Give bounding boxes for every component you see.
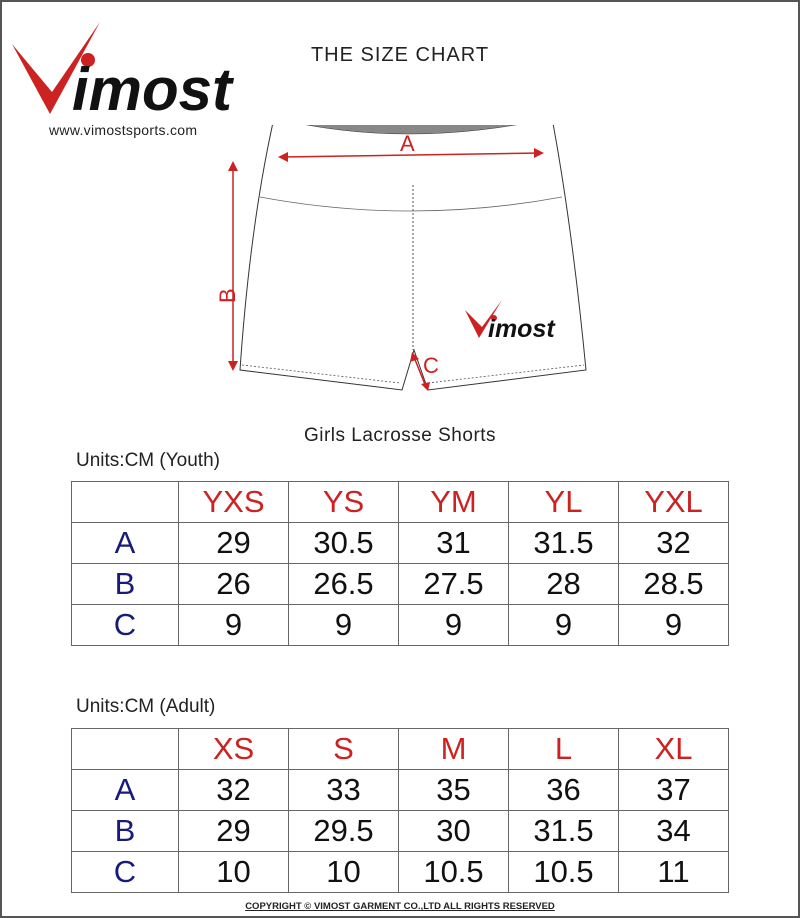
row-label: B <box>72 564 179 605</box>
copyright-notice: COPYRIGHT © VIMOST GARMENT CO.,LTD ALL RIGHTS RESERVED <box>245 901 555 912</box>
table-cell: 29 <box>179 523 289 564</box>
row-label: C <box>72 605 179 646</box>
table-cell: 32 <box>179 770 289 811</box>
table-header-row <box>72 482 729 523</box>
corner-cell <box>72 729 179 770</box>
table-cell: 9 <box>399 605 509 646</box>
shorts-diagram <box>200 125 600 400</box>
table-cell: 10 <box>179 852 289 893</box>
table-cell: 29 <box>179 811 289 852</box>
label-b: B <box>215 288 240 303</box>
row-label: A <box>72 770 179 811</box>
table-cell: 30 <box>399 811 509 852</box>
table-cell: 9 <box>179 605 289 646</box>
table-cell: 31.5 <box>509 811 619 852</box>
table-cell: 32 <box>619 523 729 564</box>
table-row <box>72 605 729 646</box>
table-cell: 36 <box>509 770 619 811</box>
table-cell: 27.5 <box>399 564 509 605</box>
size-header: S <box>289 729 399 770</box>
size-header: YXL <box>619 482 729 523</box>
size-header: YL <box>509 482 619 523</box>
table-cell: 28.5 <box>619 564 729 605</box>
table-cell: 9 <box>619 605 729 646</box>
page-title: THE SIZE CHART <box>310 44 490 66</box>
table-cell: 11 <box>619 852 729 893</box>
table-cell: 37 <box>619 770 729 811</box>
label-c: C <box>423 353 439 378</box>
adult-size-table <box>71 728 729 893</box>
table-cell: 26.5 <box>289 564 399 605</box>
corner-cell <box>72 482 179 523</box>
table-cell: 31.5 <box>509 523 619 564</box>
table-cell: 30.5 <box>289 523 399 564</box>
size-header: YS <box>289 482 399 523</box>
table-row <box>72 770 729 811</box>
row-label: C <box>72 852 179 893</box>
youth-units-label: Units:CM (Youth) <box>76 450 220 471</box>
table-cell: 9 <box>289 605 399 646</box>
vimost-logo <box>10 22 250 122</box>
table-row <box>72 811 729 852</box>
svg-text:imost: imost <box>488 315 555 343</box>
size-header: XL <box>619 729 729 770</box>
label-a: A <box>400 131 415 156</box>
size-header: M <box>399 729 509 770</box>
brand-url: www.vimostsports.com <box>49 122 198 138</box>
size-header: L <box>509 729 619 770</box>
table-cell: 34 <box>619 811 729 852</box>
table-cell: 35 <box>399 770 509 811</box>
size-header: XS <box>179 729 289 770</box>
youth-size-table <box>71 481 729 646</box>
adult-units-label: Units:CM (Adult) <box>76 696 216 717</box>
table-cell: 33 <box>289 770 399 811</box>
size-header: YXS <box>179 482 289 523</box>
table-row <box>72 564 729 605</box>
table-row <box>72 523 729 564</box>
table-cell: 31 <box>399 523 509 564</box>
table-cell: 10.5 <box>509 852 619 893</box>
table-row <box>72 852 729 893</box>
size-header: YM <box>399 482 509 523</box>
row-label: B <box>72 811 179 852</box>
table-header-row <box>72 729 729 770</box>
table-cell: 9 <box>509 605 619 646</box>
table-cell: 10 <box>289 852 399 893</box>
table-cell: 28 <box>509 564 619 605</box>
table-cell: 29.5 <box>289 811 399 852</box>
table-cell: 26 <box>179 564 289 605</box>
svg-text:imost: imost <box>72 56 233 122</box>
table-cell: 10.5 <box>399 852 509 893</box>
row-label: A <box>72 523 179 564</box>
product-name: Girls Lacrosse Shorts <box>303 425 497 446</box>
